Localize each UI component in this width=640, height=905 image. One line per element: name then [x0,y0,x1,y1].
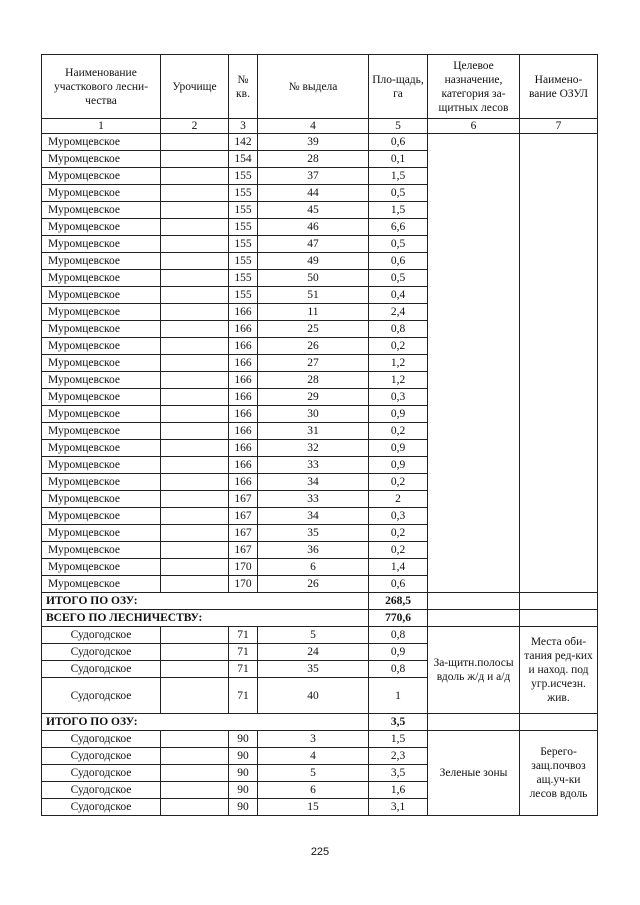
quarter-cell: 170 [229,576,258,593]
tract-cell [161,457,229,474]
allotment-cell: 40 [258,678,369,714]
tract-cell [161,338,229,355]
tract-cell [161,219,229,236]
quarter-cell: 142 [229,134,258,151]
area-cell: 0,3 [369,508,428,525]
allotment-cell: 44 [258,185,369,202]
tract-cell [161,748,229,765]
tract-cell [161,389,229,406]
tract-cell [161,576,229,593]
ozul-cell [520,610,598,627]
area-cell: 2,3 [369,748,428,765]
col-number: 3 [229,119,258,134]
quarter-cell: 155 [229,236,258,253]
area-cell: 1,6 [369,782,428,799]
area-cell: 0,5 [369,185,428,202]
area-cell: 1,4 [369,559,428,576]
allotment-cell: 25 [258,321,369,338]
forestry-cell: Муромцевское [42,321,161,338]
quarter-cell: 166 [229,440,258,457]
forestry-cell: Муромцевское [42,151,161,168]
total-value: 268,5 [369,593,428,610]
allotment-cell: 50 [258,270,369,287]
quarter-cell: 167 [229,542,258,559]
allotment-cell: 47 [258,236,369,253]
quarter-cell: 90 [229,765,258,782]
tract-cell [161,287,229,304]
quarter-cell: 90 [229,748,258,765]
table-row [42,134,598,151]
quarter-cell: 166 [229,423,258,440]
allotment-cell: 4 [258,748,369,765]
area-cell: 1,2 [369,355,428,372]
tract-cell [161,185,229,202]
tract-cell [161,423,229,440]
allotment-cell: 34 [258,474,369,491]
allotment-cell: 26 [258,576,369,593]
quarter-cell: 166 [229,474,258,491]
tract-cell [161,627,229,644]
quarter-cell: 155 [229,185,258,202]
quarter-cell: 155 [229,253,258,270]
area-cell: 0,5 [369,270,428,287]
tract-cell [161,406,229,423]
forest-areas-table [41,54,598,816]
area-cell: 1,5 [369,202,428,219]
col-number: 4 [258,119,369,134]
forestry-cell: Судогодское [42,748,161,765]
tract-cell [161,134,229,151]
tract-cell [161,270,229,287]
quarter-cell: 167 [229,525,258,542]
allotment-cell: 32 [258,440,369,457]
forestry-cell: Муромцевское [42,304,161,321]
quarter-cell: 154 [229,151,258,168]
tract-cell [161,253,229,270]
allotment-cell: 49 [258,253,369,270]
purpose-cell [428,593,520,610]
col-number: 6 [428,119,520,134]
tract-cell [161,731,229,748]
area-cell: 1,2 [369,372,428,389]
table-row [42,731,598,748]
tract-cell [161,644,229,661]
area-cell: 0,9 [369,406,428,423]
forestry-cell: Муромцевское [42,576,161,593]
header-allotment: № выдела [258,55,369,119]
area-cell: 0,9 [369,644,428,661]
allotment-cell: 46 [258,219,369,236]
quarter-cell: 166 [229,304,258,321]
allotment-cell: 35 [258,661,369,678]
forestry-cell: Муромцевское [42,372,161,389]
allotment-cell: 6 [258,559,369,576]
allotment-cell: 34 [258,508,369,525]
area-cell: 0,6 [369,576,428,593]
area-cell: 0,2 [369,542,428,559]
allotment-cell: 29 [258,389,369,406]
forestry-cell: Муромцевское [42,185,161,202]
total-ozu-row [42,714,598,731]
allotment-cell: 6 [258,782,369,799]
area-cell: 0,6 [369,134,428,151]
forestry-cell: Муромцевское [42,168,161,185]
tract-cell [161,491,229,508]
total-ozu-row [42,593,598,610]
area-cell: 6,6 [369,219,428,236]
area-cell: 1,5 [369,168,428,185]
forestry-cell: Судогодское [42,782,161,799]
forestry-cell: Муромцевское [42,423,161,440]
tract-cell [161,440,229,457]
quarter-cell: 155 [229,168,258,185]
forestry-cell: Муромцевское [42,457,161,474]
col-number: 5 [369,119,428,134]
quarter-cell: 71 [229,627,258,644]
table-row [42,627,598,644]
forestry-cell: Муромцевское [42,287,161,304]
forestry-cell: Муромцевское [42,202,161,219]
area-cell: 1 [369,678,428,714]
area-cell: 2,4 [369,304,428,321]
tract-cell [161,151,229,168]
allotment-cell: 33 [258,457,369,474]
forestry-cell: Судогодское [42,644,161,661]
forestry-cell: Муромцевское [42,389,161,406]
area-cell: 0,2 [369,525,428,542]
purpose-cell: За-щитн.полосы вдоль ж/д и а/д [428,627,520,714]
quarter-cell: 167 [229,491,258,508]
forestry-cell: Судогодское [42,661,161,678]
area-cell: 0,4 [369,287,428,304]
total-label: ИТОГО ПО ОЗУ: [42,593,369,610]
forestry-cell: Муромцевское [42,559,161,576]
total-label: ВСЕГО ПО ЛЕСНИЧЕСТВУ: [42,610,369,627]
forestry-cell: Судогодское [42,678,161,714]
allotment-cell: 31 [258,423,369,440]
tract-cell [161,355,229,372]
allotment-cell: 28 [258,151,369,168]
allotment-cell: 30 [258,406,369,423]
area-cell: 0,9 [369,457,428,474]
tract-cell [161,202,229,219]
forestry-cell: Судогодское [42,799,161,816]
quarter-cell: 166 [229,457,258,474]
allotment-cell: 37 [258,168,369,185]
area-cell: 0,1 [369,151,428,168]
area-cell: 3,5 [369,765,428,782]
allotment-cell: 5 [258,627,369,644]
allotment-cell: 45 [258,202,369,219]
quarter-cell: 166 [229,406,258,423]
area-cell: 0,2 [369,474,428,491]
header-ozul: Наимено-вание ОЗУЛ [520,55,598,119]
forestry-cell: Муромцевское [42,508,161,525]
tract-cell [161,372,229,389]
allotment-cell: 33 [258,491,369,508]
forestry-cell: Муромцевское [42,440,161,457]
area-cell: 0,5 [369,236,428,253]
tract-cell [161,321,229,338]
forestry-cell: Муромцевское [42,406,161,423]
forestry-cell: Судогодское [42,731,161,748]
area-cell: 0,3 [369,389,428,406]
allotment-cell: 36 [258,542,369,559]
purpose-cell [428,714,520,731]
quarter-cell: 166 [229,372,258,389]
quarter-cell: 90 [229,731,258,748]
ozul-cell: Места оби-тания ред-ких и наход. под угр.исчезн. жив. [520,627,598,714]
total-value: 3,5 [369,714,428,731]
ozul-cell [520,134,598,593]
tract-cell [161,799,229,816]
area-cell: 0,2 [369,338,428,355]
total-label: ИТОГО ПО ОЗУ: [42,714,369,731]
tract-cell [161,525,229,542]
forestry-cell: Муромцевское [42,134,161,151]
quarter-cell: 166 [229,338,258,355]
forestry-cell: Муромцевское [42,253,161,270]
col-number: 7 [520,119,598,134]
column-number-row [42,119,598,134]
tract-cell [161,542,229,559]
area-cell: 0,8 [369,661,428,678]
quarter-cell: 167 [229,508,258,525]
forestry-cell: Муромцевское [42,219,161,236]
forestry-cell: Муромцевское [42,236,161,253]
area-cell: 0,9 [369,440,428,457]
allotment-cell: 3 [258,731,369,748]
tract-cell [161,782,229,799]
forestry-cell: Муромцевское [42,491,161,508]
table-body [42,134,598,816]
tract-cell [161,236,229,253]
quarter-cell: 71 [229,661,258,678]
tract-cell [161,474,229,491]
ozul-cell: Берего-защ.почвоз ащ.уч-ки лесов вдоль [520,731,598,816]
tract-cell [161,678,229,714]
allotment-cell: 51 [258,287,369,304]
tract-cell [161,168,229,185]
tract-cell [161,661,229,678]
col-number: 2 [161,119,229,134]
area-cell: 0,8 [369,321,428,338]
quarter-cell: 166 [229,355,258,372]
forestry-cell: Муромцевское [42,525,161,542]
quarter-cell: 155 [229,202,258,219]
forestry-cell: Муромцевское [42,474,161,491]
allotment-cell: 39 [258,134,369,151]
page-number: 225 [310,846,330,858]
allotment-cell: 15 [258,799,369,816]
area-cell: 0,2 [369,423,428,440]
area-cell: 3,1 [369,799,428,816]
allotment-cell: 27 [258,355,369,372]
forestry-cell: Муромцевское [42,355,161,372]
total-value: 770,6 [369,610,428,627]
header-purpose: Целевое назначение, категория за-щитных лесов [428,55,520,119]
header-forestry: Наименование участкового лесни-чества [42,55,161,119]
tract-cell [161,304,229,321]
forestry-cell: Муромцевское [42,542,161,559]
allotment-cell: 26 [258,338,369,355]
quarter-cell: 155 [229,287,258,304]
allotment-cell: 35 [258,525,369,542]
quarter-cell: 71 [229,644,258,661]
forestry-cell: Судогодское [42,765,161,782]
area-cell: 1,5 [369,731,428,748]
quarter-cell: 71 [229,678,258,714]
quarter-cell: 166 [229,389,258,406]
quarter-cell: 155 [229,270,258,287]
quarter-cell: 155 [229,219,258,236]
tract-cell [161,559,229,576]
quarter-cell: 90 [229,799,258,816]
quarter-cell: 170 [229,559,258,576]
area-cell: 2 [369,491,428,508]
forestry-cell: Муромцевское [42,270,161,287]
tract-cell [161,765,229,782]
purpose-cell [428,134,520,593]
purpose-cell [428,610,520,627]
header-quarter: № кв. [229,55,258,119]
allotment-cell: 24 [258,644,369,661]
allotment-cell: 28 [258,372,369,389]
forestry-cell: Судогодское [42,627,161,644]
purpose-cell: Зеленые зоны [428,731,520,816]
header-area: Пло-щадь, га [369,55,428,119]
allotment-cell: 11 [258,304,369,321]
area-cell: 0,8 [369,627,428,644]
quarter-cell: 166 [229,321,258,338]
total-forestry-row [42,610,598,627]
header-tract: Урочище [161,55,229,119]
ozul-cell [520,593,598,610]
allotment-cell: 5 [258,765,369,782]
quarter-cell: 90 [229,782,258,799]
forestry-cell: Муромцевское [42,338,161,355]
tract-cell [161,508,229,525]
header-row [42,55,598,119]
col-number: 1 [42,119,161,134]
area-cell: 0,6 [369,253,428,270]
ozul-cell [520,714,598,731]
